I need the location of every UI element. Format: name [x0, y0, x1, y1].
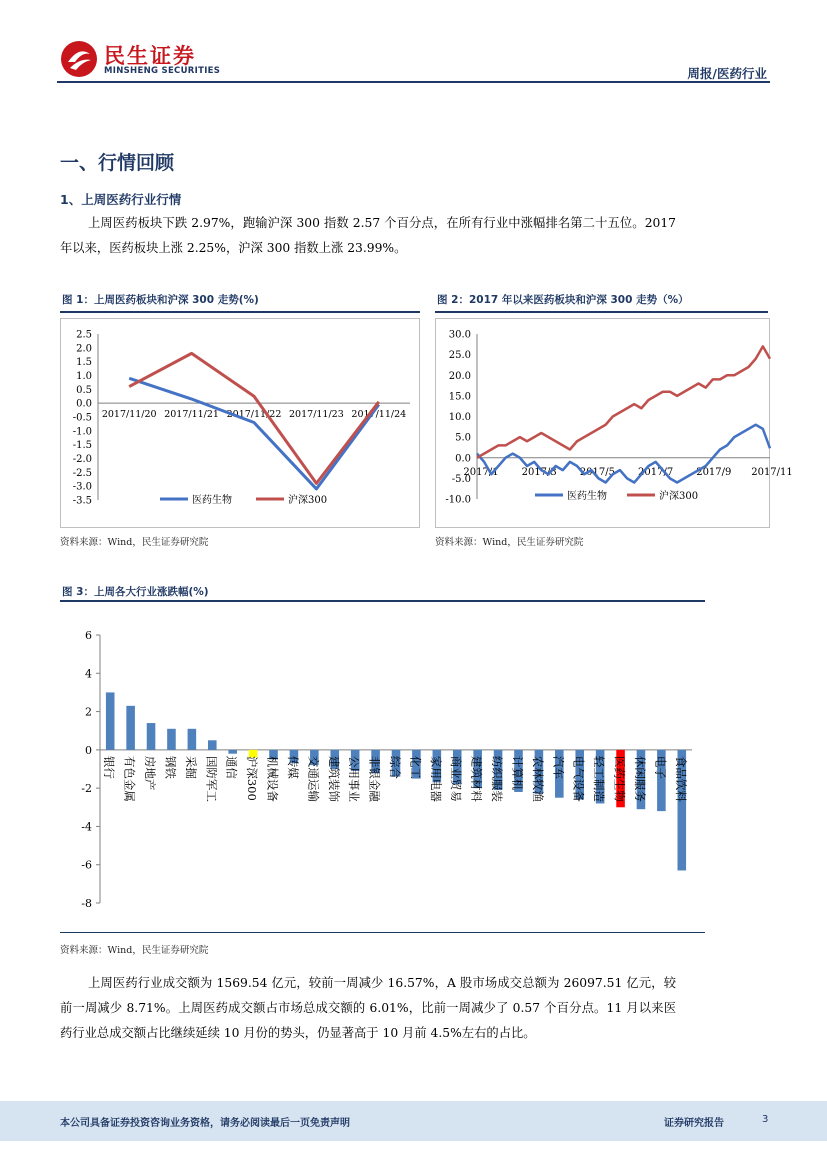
fig3-x-tick-label: 计算机: [510, 755, 525, 791]
fig1-y-tick-label: 2.5: [76, 329, 92, 341]
fig3-x-tick-label: 机械设备: [265, 755, 280, 802]
fig3-x-tick-label: 轻工制造: [592, 755, 607, 802]
fig2-x-tick-label: 2017/1: [463, 466, 499, 478]
fig3-x-tick-label: 国防军工: [204, 755, 219, 802]
fig2-y-tick-label: 20.0: [448, 370, 471, 382]
fig2-x-tick-label: 2017/5: [579, 466, 615, 478]
fig3-x-tick-label: 综合: [388, 755, 402, 779]
fig3-x-tick-label: 有色金属: [122, 755, 137, 802]
fig3-bar: [106, 692, 115, 749]
fig1-y-tick-label: -1.5: [72, 440, 92, 452]
fig1-title: 图 1：上周医药板块和沪深 300 走势(%): [62, 294, 259, 306]
fig2-legend-label: 沪深300: [659, 491, 699, 502]
fig3-x-tick-label: 银行: [102, 755, 117, 779]
fig3-x-tick-label: 商业贸易: [449, 755, 464, 802]
fig2-x-tick-label: 2017/9: [696, 466, 732, 478]
logo-text-cn: 民生证券: [104, 44, 196, 68]
fig1-title-rule: [60, 311, 420, 313]
fig2-legend-label: 医药生物: [567, 491, 607, 502]
fig3-y-tick-label: -4: [81, 820, 92, 834]
fig1-y-tick-label: -3.5: [72, 495, 92, 507]
footer-disclaimer: 本公司具备证券投资咨询业务资格，请务必阅读最后一页免责声明: [60, 1118, 350, 1129]
fig3-x-tick-label: 公用事业: [347, 755, 362, 802]
fig3-x-tick-label: 汽车: [551, 755, 566, 779]
fig3-x-tick-label: 沪深300: [245, 755, 260, 801]
fig3-bar: [167, 729, 176, 750]
fig3-x-tick-label: 农林牧渔: [530, 755, 545, 802]
logo-text-en: MINSHENG SECURITIES: [104, 66, 221, 76]
fig1-y-tick-label: 1.0: [76, 371, 92, 382]
fig2-x-tick-label: 2017/3: [521, 466, 557, 478]
fig3-source: 资料来源：Wind，民生证券研究院: [60, 945, 209, 956]
fig3-bar: [208, 740, 217, 750]
fig2-x-tick-label: 2017/11: [751, 466, 793, 478]
fig3-x-tick-label: 纺织服装: [490, 755, 505, 802]
fig3-bottom-rule: [60, 932, 705, 933]
fig1-y-tick-label: 0.5: [76, 384, 92, 396]
fig3-x-tick-label: 电子: [653, 755, 668, 779]
fig3-bar: [126, 706, 135, 750]
fig3-y-tick-label: 6: [85, 629, 92, 642]
fig1-y-tick-label: 2.0: [76, 343, 92, 355]
fig3-x-tick-label: 电气设备: [571, 755, 586, 802]
fig2-y-tick-label: 25.0: [448, 350, 471, 362]
fig3-x-tick-label: 食品饮料: [673, 755, 688, 802]
fig3-x-tick-label: 化工: [408, 755, 423, 779]
minsheng-logo-icon: [60, 40, 98, 78]
fig3-bar: [188, 729, 197, 750]
fig2-y-tick-label: -10.0: [445, 494, 471, 506]
fig3-chart: [60, 610, 705, 930]
fig2-title-rule: [435, 311, 768, 313]
fig3-x-tick-label: 建筑材料: [469, 755, 484, 802]
fig3-x-tick-label: 采掘: [183, 755, 198, 779]
fig2-source: 资料来源：Wind，民生证券研究院: [435, 537, 584, 548]
fig2-y-tick-label: 0.0: [455, 453, 471, 465]
fig3-y-tick-label: 4: [85, 667, 92, 681]
fig3-bar: [147, 723, 156, 750]
fig1-y-tick-label: -2.0: [72, 454, 92, 465]
fig2-y-tick-label: 30.0: [448, 329, 471, 341]
fig2-x-tick-label: 2017/7: [638, 466, 674, 478]
fig1-y-tick-label: -1.0: [72, 426, 92, 438]
fig3-title-rule: [60, 600, 705, 602]
fig1-chart: [60, 318, 420, 528]
fig3-x-tick-label: 通信: [224, 755, 239, 779]
fig3-x-tick-label: 房地产: [143, 755, 158, 791]
fig1-source: 资料来源：Wind，民生证券研究院: [60, 537, 209, 548]
fig1-x-tick-label: 2017/11/23: [289, 409, 344, 421]
fig3-x-tick-label: 医药生物: [612, 755, 627, 802]
fig2-y-tick-label: -5.0: [451, 473, 471, 485]
fig2-title: 图 2：2017 年以来医药板块和沪深 300 走势（%）: [437, 294, 689, 306]
fig3-y-tick-label: -8: [81, 897, 92, 910]
fig1-legend-label: 医药生物: [192, 495, 232, 506]
fig1-y-tick-label: -3.0: [72, 481, 92, 493]
fig3-x-tick-label: 钢铁: [163, 755, 178, 779]
document-type: 周报/医药行业: [687, 66, 767, 81]
fig1-y-tick-label: 1.5: [76, 357, 92, 369]
fig1-y-tick-label: -0.5: [72, 412, 92, 424]
fig1-y-tick-label: -2.5: [72, 467, 92, 479]
fig3-x-tick-label: 非银金融: [367, 755, 382, 802]
fig1-y-tick-label: 0.0: [76, 398, 92, 410]
fig2-y-tick-label: 15.0: [448, 391, 471, 403]
fig3-y-tick-label: -2: [81, 782, 92, 796]
fig1-x-tick-label: 2017/11/22: [226, 409, 282, 421]
fig3-title: 图 3：上周各大行业涨跌幅(%): [62, 586, 209, 598]
fig3-x-tick-label: 传媒: [285, 755, 300, 779]
fig2-chart: [435, 318, 793, 528]
page-number: 3: [762, 1114, 769, 1125]
fig2-y-tick-label: 5.0: [455, 432, 471, 444]
fig1-x-tick-label: 2017/11/24: [351, 409, 407, 421]
fig3-y-tick-label: -6: [81, 858, 92, 872]
footer-report-type: 证券研究报告: [664, 1118, 724, 1129]
fig2-series-line: [477, 346, 770, 457]
fig3-y-tick-label: 2: [85, 705, 92, 719]
fig3-y-tick-label: 0: [85, 743, 92, 757]
fig1-x-tick-label: 2017/11/20: [101, 409, 157, 421]
fig3-x-tick-label: 家用电器: [428, 755, 443, 802]
header-divider: [57, 81, 770, 83]
fig2-y-tick-label: 10.0: [448, 412, 471, 423]
fig1-x-tick-label: 2017/11/21: [164, 409, 219, 421]
fig3-x-tick-label: 交通运输: [306, 755, 321, 802]
paragraph-market-review: 上周医药板块下跌 2.97%，跑输沪深 300 指数 2.57 个百分点，在所有行业中涨幅排名第二十五位。2017 年以来，医药板块上涨 2.25%，沪深 300 指数上涨 23.99%。: [60, 216, 676, 255]
fig3-bar: [228, 750, 237, 754]
fig3-x-tick-label: 休闲服务: [632, 755, 647, 802]
section-title: 一、行情回顾: [60, 152, 175, 174]
fig1-legend-label: 沪深300: [288, 495, 328, 506]
paragraph-turnover: 上周医药行业成交额为 1569.54 亿元，较前一周减少 16.57%，A 股市场成交总额为 26097.51 亿元，较前一周减少 8.71%。上周医药成交额占市场总成交额的 6.01%，比前一周减少了 0.57 个百分点。11 月以来医药行业总成交额占比继续延续 10 月份的势头，仍显著高于 10 月前 4.5%左右的占比。: [60, 976, 676, 1040]
section-subtitle: 1、上周医药行业行情: [60, 192, 182, 207]
fig3-x-tick-label: 建筑装饰: [326, 755, 341, 802]
